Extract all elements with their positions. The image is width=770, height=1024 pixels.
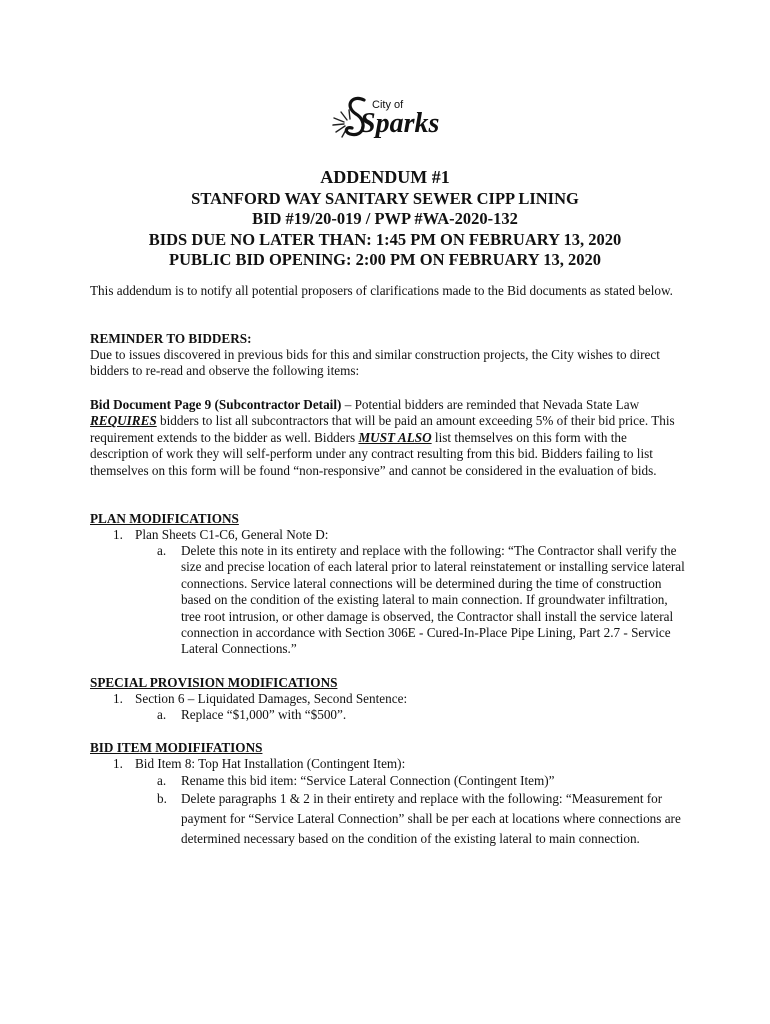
item-text: Bid Item 8: Top Hat Installation (Contingent Item): <box>135 756 406 771</box>
bid-item-heading: BID ITEM MODIFIFATIONS <box>90 740 263 755</box>
reminder-heading: REMINDER TO BIDDERS: <box>90 331 252 346</box>
sparks-logo-icon <box>330 88 445 144</box>
bid-opening-line: PUBLIC BID OPENING: 2:00 PM ON FEBRUARY 13, 2020 <box>169 250 601 269</box>
bid-document-text-2: bidders to list all subcontractors that will be paid an amount exceeding 5% of their bid price. This requirement extends to the bidder as well. Bidders <box>90 413 675 445</box>
bid-number: BID #19/20-019 / PWP #WA-2020-132 <box>252 209 518 228</box>
bid-item-item <box>113 756 405 772</box>
subitem-letter: b. <box>157 791 167 806</box>
logo-brand-text: Sparks <box>360 108 440 139</box>
project-name: STANFORD WAY SANITARY SEWER CIPP LINING <box>191 189 579 208</box>
intro-paragraph: This addendum is to notify all potential proposers of clarifications made to the Bid documents as stated below. <box>90 283 673 298</box>
item-number: 1. <box>113 756 123 771</box>
bid-item-subitem-a <box>157 773 687 789</box>
bid-document-text-1: – Potential bidders are reminded that Nevada State Law <box>341 397 640 412</box>
bid-document-text-3: list themselves on this form with the description of work they will self-perform under any contract resulting from this bid. Bidders failing to list themselves on this form will be found “non-responsive” and cannot be considered in the evaluation of bids. <box>90 429 657 478</box>
document-title: ADDENDUM #1 <box>320 167 450 187</box>
subitem-text: Replace “$1,000” with “$500”. <box>181 707 347 722</box>
plan-modifications-item <box>113 527 328 543</box>
bid-document-emphasis-requires: REQUIRES <box>90 413 157 429</box>
item-text: Section 6 – Liquidated Damages, Second Sentence: <box>135 691 408 706</box>
subitem-text: Delete this note in its entirety and replace with the following: “The Contractor shall verify the size and precise location of each lateral prior to lateral reinstatement or installing service lateral connections. Service lateral connections will be determined during the time of construction based on the condition of the existing lateral to main connection. If groundwater infiltration, tree root intrusion, or other damage is observed, the Contractor shall install the service lateral connection in accordance with Section 306E - Cured-In-Place Pipe Lining, Part 2.7 - Service Lateral Connections.” <box>181 543 685 657</box>
plan-modifications-heading: PLAN MODIFICATIONS <box>90 511 239 526</box>
plan-modifications-subitem <box>157 543 687 658</box>
special-provision-heading: SPECIAL PROVISION MODIFICATIONS <box>90 675 338 690</box>
item-text: Plan Sheets C1-C6, General Note D: <box>135 527 329 542</box>
bid-document-label: Bid Document Page 9 (Subcontractor Detail) <box>90 397 342 412</box>
subitem-letter: a. <box>157 543 167 558</box>
special-provision-subitem <box>157 707 687 723</box>
special-provision-item <box>113 691 407 707</box>
item-number: 1. <box>113 691 123 706</box>
bid-item-subitem-b <box>157 789 687 849</box>
subitem-letter: a. <box>157 773 167 788</box>
bid-document-paragraph <box>90 397 685 479</box>
bid-document-emphasis-must-also: MUST ALSO <box>358 429 432 445</box>
subitem-text: Rename this bid item: “Service Lateral Connection (Contingent Item)” <box>181 773 555 788</box>
reminder-body: Due to issues discovered in previous bids for this and similar construction projects, the City wishes to direct bidders to re-read and observe the following items: <box>90 347 660 379</box>
bids-due-line: BIDS DUE NO LATER THAN: 1:45 PM ON FEBRUARY 13, 2020 <box>148 230 622 249</box>
item-number: 1. <box>113 527 123 542</box>
subitem-text: Delete paragraphs 1 & 2 in their entirety and replace with the following: “Measurement for payment for “Service Lateral Connection” shall be per each at locations where connections are determined necessary based on the condition of the existing lateral to main connection. <box>181 791 681 846</box>
subitem-letter: a. <box>157 707 167 722</box>
city-of-sparks-logo <box>330 88 445 144</box>
logo-top-text: City of <box>372 99 404 111</box>
